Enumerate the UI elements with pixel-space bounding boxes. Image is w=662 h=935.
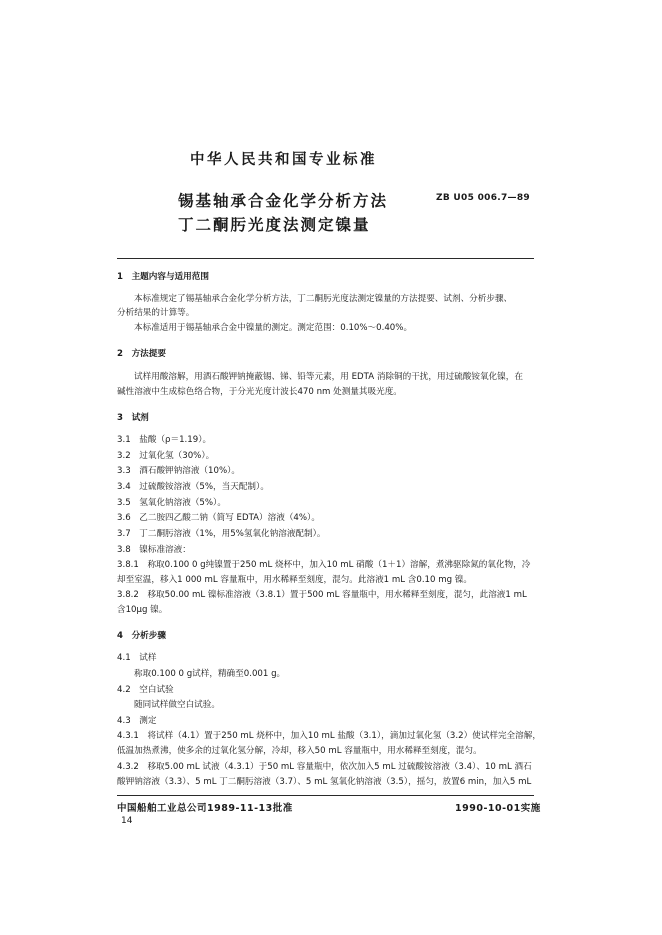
standard-number: ZB U05 006.7—89 bbox=[436, 193, 530, 203]
section-4-heading: 4 分析步骤 bbox=[117, 631, 166, 641]
implementation-date: 1990-10-01实施 bbox=[455, 803, 541, 814]
subsection-heading: 4.2 空白试验 bbox=[117, 685, 174, 695]
section-3-heading: 3 试剂 bbox=[117, 413, 149, 423]
s2-paragraph-line: 碱性溶液中生成棕色络合物，于分光光度计波长470 nm 处测量其吸光度。 bbox=[117, 387, 402, 397]
procedure-line: 酸钾钠溶液（3.3）、5 mL 丁二酮肟溶液（3.7）、5 mL 氢氧化钠溶液（3.5），摇匀，放置6 min，加入5 mL bbox=[117, 777, 532, 787]
procedure-line: 4.3.2 移取5.00 mL 试液（4.3.1）于50 mL 容量瓶中，依次加入5 mL 过硫酸铵溶液（3.4）、10 mL 酒石 bbox=[117, 762, 532, 772]
approval-statement: 中国船舶工业总公司1989-11-13批准 bbox=[117, 803, 293, 814]
document-title-line2: 丁二酮肟光度法测定镍量 bbox=[178, 216, 371, 234]
standard-type-heading: 中华人民共和国专业标准 bbox=[190, 152, 377, 168]
section-1-heading: 1 主题内容与适用范围 bbox=[117, 272, 209, 282]
subsection-heading: 4.3 测定 bbox=[117, 716, 157, 726]
section-2-heading: 2 方法提要 bbox=[117, 349, 166, 359]
reagent-item: 3.5 氢氧化钠溶液（5%）。 bbox=[117, 498, 226, 508]
document-title-line1: 锡基轴承合金化学分析方法 bbox=[178, 192, 389, 210]
procedure-line: 低温加热煮沸，使多余的过氧化氢分解，冷却，移入50 mL 容量瓶中，用水稀释至刻度，混匀。 bbox=[117, 746, 482, 756]
footer-divider bbox=[117, 795, 534, 796]
s2-paragraph-line: 试样用酸溶解，用酒石酸钾钠掩蔽锡、锑、铅等元素，用 EDTA 消除铜的干扰，用过硫酸铵氧化镍，在 bbox=[134, 372, 523, 382]
reagent-item: 3.8 镍标准溶液： bbox=[117, 545, 191, 555]
reagent-item: 3.4 过硫酸铵溶液（5%，当天配制）。 bbox=[117, 482, 269, 492]
reagent-item: 3.6 乙二胺四乙酸二钠（简写 EDTA）溶液（4%）。 bbox=[117, 513, 320, 523]
s1-paragraph-line: 本标准规定了锡基轴承合金化学分析方法，丁二酮肟光度法测定镍量的方法提要、试剂、分析步骤、 bbox=[134, 294, 513, 304]
s1-paragraph-line: 本标准适用于锡基轴承合金中镍量的测定。测定范围：0.10%～0.40%。 bbox=[134, 323, 413, 333]
subsection-text: 称取0.100 0 g试样，精确至0.001 g。 bbox=[134, 669, 286, 679]
reagent-subitem-line: 3.8.1 称取0.100 0 g纯镍置于250 mL 烧杯中，加入10 mL 硝酸（1＋1）溶解，煮沸驱除氮的氧化物，冷 bbox=[117, 560, 531, 570]
s1-paragraph-line: 分析结果的计算等。 bbox=[117, 308, 195, 318]
procedure-line: 4.3.1 将试样（4.1）置于250 mL 烧杯中，加入10 mL 盐酸（3.1），滴加过氧化氢（3.2）使试样完全溶解， bbox=[117, 731, 541, 741]
reagent-item: 3.7 丁二酮肟溶液（1%，用5%氢氧化钠溶液配制）。 bbox=[117, 529, 326, 539]
subsection-heading: 4.1 试样 bbox=[117, 653, 157, 663]
reagent-subitem-line: 却至室温，移入1 000 mL 容量瓶中，用水稀释至刻度，混匀。此溶液1 mL 含0.10 mg 镍。 bbox=[117, 575, 472, 585]
reagent-item: 3.1 盐酸（ρ＝1.19）。 bbox=[117, 435, 212, 445]
page-number: 14 bbox=[121, 816, 133, 826]
reagent-item: 3.3 酒石酸钾钠溶液（10%）。 bbox=[117, 466, 240, 476]
reagent-subitem-line: 3.8.2 移取50.00 mL 镍标准溶液（3.8.1）置于500 mL 容量瓶中，用水稀释至刻度，混匀，此溶液1 mL bbox=[117, 590, 527, 600]
header-divider bbox=[117, 258, 534, 259]
reagent-item: 3.2 过氧化氢（30%）。 bbox=[117, 451, 215, 461]
subsection-text: 随同试样做空白试验。 bbox=[134, 700, 220, 710]
reagent-subitem-line: 含10μg 镍。 bbox=[117, 605, 168, 615]
